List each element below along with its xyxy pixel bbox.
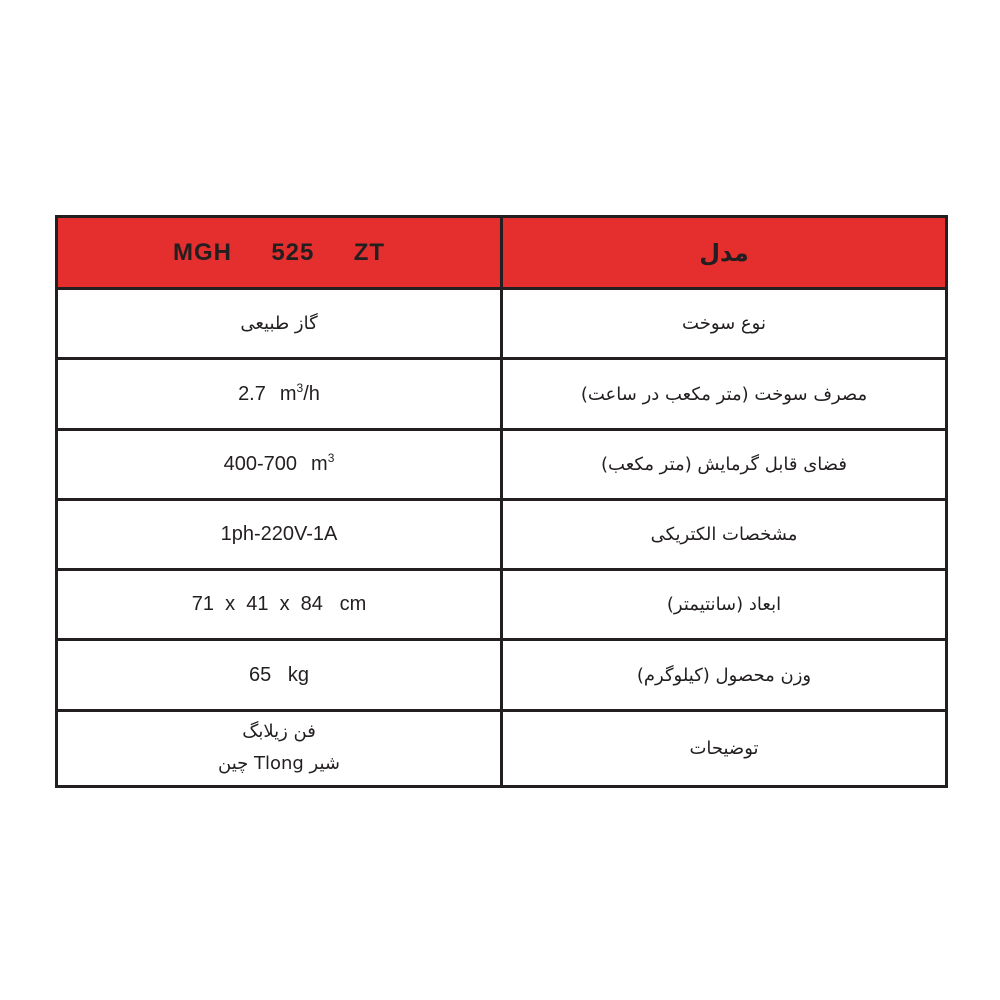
table-row-heating-space: [57, 429, 947, 499]
fuel-type-label-cell: [502, 289, 947, 359]
notes-label-cell: [502, 710, 947, 786]
electrical-value: 1ph-220V-1A: [220, 523, 338, 546]
dimensions-value-cell: [57, 570, 502, 640]
fuel-consumption-value: 2.7: [238, 382, 266, 405]
weight-label: وزن محصول (کیلوگرم): [636, 664, 812, 686]
heating-space-value-cell: [57, 429, 502, 499]
heating-space-unit-sup: 3: [327, 450, 335, 465]
weight-label-cell: [502, 640, 947, 710]
notes-line-2: شیر Tlong چین: [218, 753, 340, 775]
weight-value-cell: [57, 640, 502, 710]
dimensions-label: ابعاد (سانتیمتر): [666, 594, 782, 616]
notes-value-cell: [57, 710, 502, 786]
model-label: مدل: [699, 238, 749, 267]
model-value-cell: [57, 217, 502, 289]
fuel-consumption-unit-sup: 3: [296, 380, 304, 395]
table-row-weight: [57, 640, 947, 710]
table-row-dimensions: [57, 570, 947, 640]
table-header-row: [57, 217, 947, 289]
fuel-type-value-cell: [57, 289, 502, 359]
fuel-type-value: گاز طبیعی: [240, 313, 318, 335]
table-row-fuel-type: [57, 289, 947, 359]
fuel-consumption-unit-suffix: /h: [303, 382, 320, 405]
heating-space-unit-base: m: [311, 452, 328, 475]
table-row-fuel-consumption: [57, 359, 947, 429]
notes-line-1: فن زیلابگ: [242, 721, 316, 743]
model-label-cell: [502, 217, 947, 289]
dimensions-label-cell: [502, 570, 947, 640]
table-row-notes: [57, 710, 947, 786]
fuel-type-label: نوع سوخت: [682, 313, 766, 335]
notes-label: توضیحات: [689, 737, 759, 759]
heating-space-label-cell: [502, 429, 947, 499]
electrical-label: مشخصات الکتریکی: [650, 524, 798, 546]
table-row-electrical: [57, 499, 947, 569]
heating-space-unit: [311, 450, 335, 476]
fuel-consumption-label: مصرف سوخت (متر مکعب در ساعت): [580, 383, 868, 405]
fuel-consumption-value-cell: [57, 359, 502, 429]
fuel-consumption-unit-base: m: [279, 382, 297, 405]
heating-space-label: فضای قابل گرمایش (متر مکعب): [601, 453, 847, 475]
heating-space-value: 400-700: [223, 452, 298, 475]
electrical-label-cell: [502, 499, 947, 569]
dimensions-value: 71 x 41 x 84 cm: [191, 593, 367, 616]
model-value: MGH 525 ZT: [172, 238, 386, 266]
spec-table: [55, 215, 948, 788]
fuel-consumption-unit: [279, 380, 320, 406]
weight-value: 65 kg: [248, 663, 310, 686]
fuel-consumption-label-cell: [502, 359, 947, 429]
electrical-value-cell: [57, 499, 502, 569]
